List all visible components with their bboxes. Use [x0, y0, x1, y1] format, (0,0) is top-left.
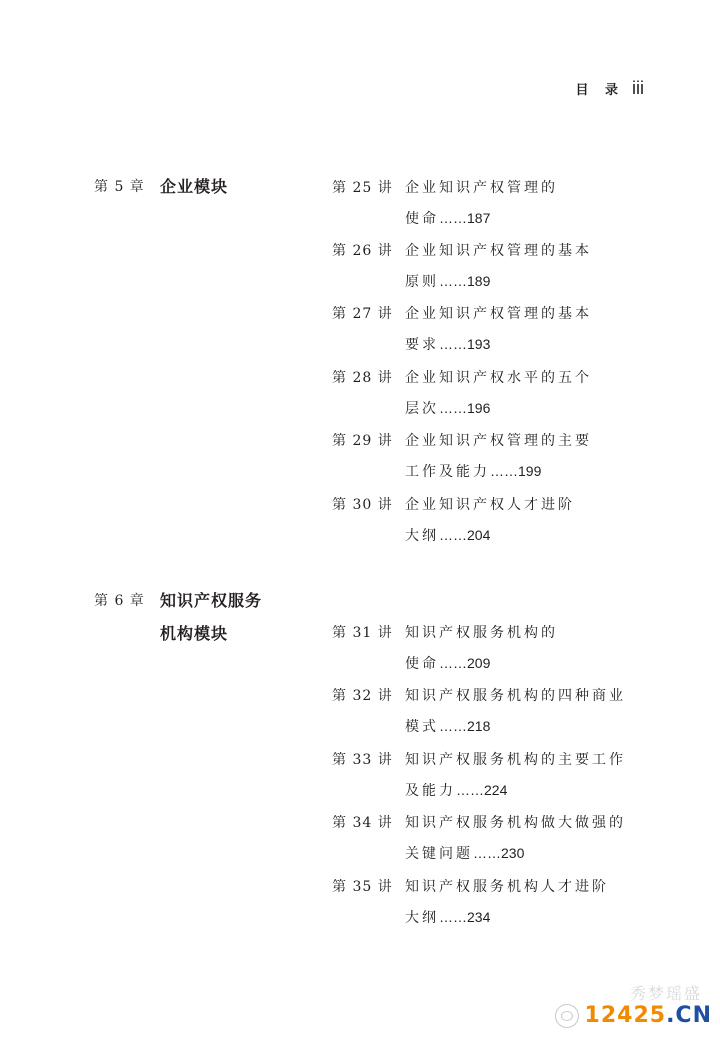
- lecture-label: 第 25 讲: [332, 180, 393, 196]
- lecture-title-line1: 企业知识产权管理的基本: [405, 243, 592, 259]
- lecture-label: 第 27 讲: [332, 306, 393, 322]
- lecture-title-line2: [405, 398, 490, 418]
- lecture-title-line2: [405, 271, 490, 291]
- lecture-title-line2: [405, 653, 490, 673]
- lecture-label: 第 29 讲: [332, 433, 393, 449]
- lecture-title-end: 使命: [405, 656, 439, 672]
- lecture-title-line1: 知识产权服务机构的: [405, 625, 558, 641]
- lecture-page-ref: ……189: [439, 273, 491, 289]
- lecture-page-ref: ……224: [456, 782, 508, 798]
- lecture-title-line2: [405, 780, 507, 800]
- lecture-title-line2: [405, 525, 490, 545]
- lecture-label: 第 26 讲: [332, 243, 393, 259]
- lecture-title-end: 大纲: [405, 528, 439, 544]
- lecture-title-line1: 企业知识产权管理的基本: [405, 306, 592, 322]
- lecture-title-line1: 知识产权服务机构人才进阶: [405, 879, 609, 895]
- lecture-label: 第 34 讲: [332, 815, 393, 831]
- lecture-title-line2: [405, 716, 490, 736]
- lecture-page-ref: ……199: [490, 463, 542, 479]
- lecture-page-ref: ……193: [439, 336, 491, 352]
- watermark-faint-text: 秀梦瑶盛: [629, 984, 702, 1003]
- lecture-page-ref: ……204: [439, 527, 491, 543]
- lecture-label: 第 28 讲: [332, 370, 393, 386]
- lecture-label: 第 35 讲: [332, 879, 393, 895]
- lecture-page-ref: ……187: [439, 210, 491, 226]
- lecture-title-end: 要求: [405, 337, 439, 353]
- lecture-title-line1: 企业知识产权管理的主要: [405, 433, 592, 449]
- lecture-title-line2: [405, 907, 490, 927]
- lecture-title-line1: 企业知识产权水平的五个: [405, 370, 592, 386]
- watermark-number: 12425: [584, 1003, 667, 1028]
- lecture-title-line2: [405, 334, 490, 354]
- watermark-suffix: .CN: [666, 1003, 712, 1028]
- lecture-title-line1: 知识产权服务机构的主要工作: [405, 752, 626, 768]
- lecture-title-end: 模式: [405, 719, 439, 735]
- lecture-page-ref: ……218: [439, 718, 491, 734]
- lecture-title-end: 大纲: [405, 910, 439, 926]
- lecture-title-end: 关键问题: [405, 846, 473, 862]
- lecture-title-end: 层次: [405, 401, 439, 417]
- lecture-title-end: 使命: [405, 211, 439, 227]
- lecture-title-line2: [405, 843, 524, 863]
- lecture-title-end: 及能力: [405, 783, 456, 799]
- lecture-page-ref: ……230: [473, 845, 525, 861]
- page-header: [575, 78, 644, 99]
- lecture-title-line1: 企业知识产权人才进阶: [405, 497, 575, 513]
- chapter-title-cont: 机构模块: [160, 624, 229, 643]
- lecture-page-ref: ……209: [439, 655, 491, 671]
- lecture-title-end: 原则: [405, 274, 439, 290]
- lecture-label: 第 32 讲: [332, 688, 393, 704]
- lecture-title-line1: 知识产权服务机构的四种商业: [405, 688, 626, 704]
- lecture-page-ref: ……234: [439, 909, 491, 925]
- lecture-label: 第 33 讲: [332, 752, 393, 768]
- lecture-title-end: 工作及能力: [405, 464, 490, 480]
- wechat-icon: [555, 1004, 579, 1028]
- lecture-label: 第 30 讲: [332, 497, 393, 513]
- lecture-title-line2: [405, 461, 541, 481]
- toc-heading: 目 录: [575, 83, 624, 98]
- chapter-title: 企业模块: [160, 177, 229, 196]
- watermark: [555, 1003, 712, 1028]
- watermark-site: [585, 1003, 712, 1028]
- lecture-title-line1: 企业知识产权管理的: [405, 180, 558, 196]
- page-number: iii: [632, 78, 644, 98]
- lecture-title-line1: 知识产权服务机构做大做强的: [405, 815, 626, 831]
- lecture-title-line2: [405, 208, 490, 228]
- chapter-title: 知识产权服务: [160, 591, 263, 610]
- lecture-label: 第 31 讲: [332, 625, 393, 641]
- lecture-page-ref: ……196: [439, 400, 491, 416]
- chapter-label: 第 5 章: [94, 179, 145, 195]
- chapter-label: 第 6 章: [94, 593, 145, 609]
